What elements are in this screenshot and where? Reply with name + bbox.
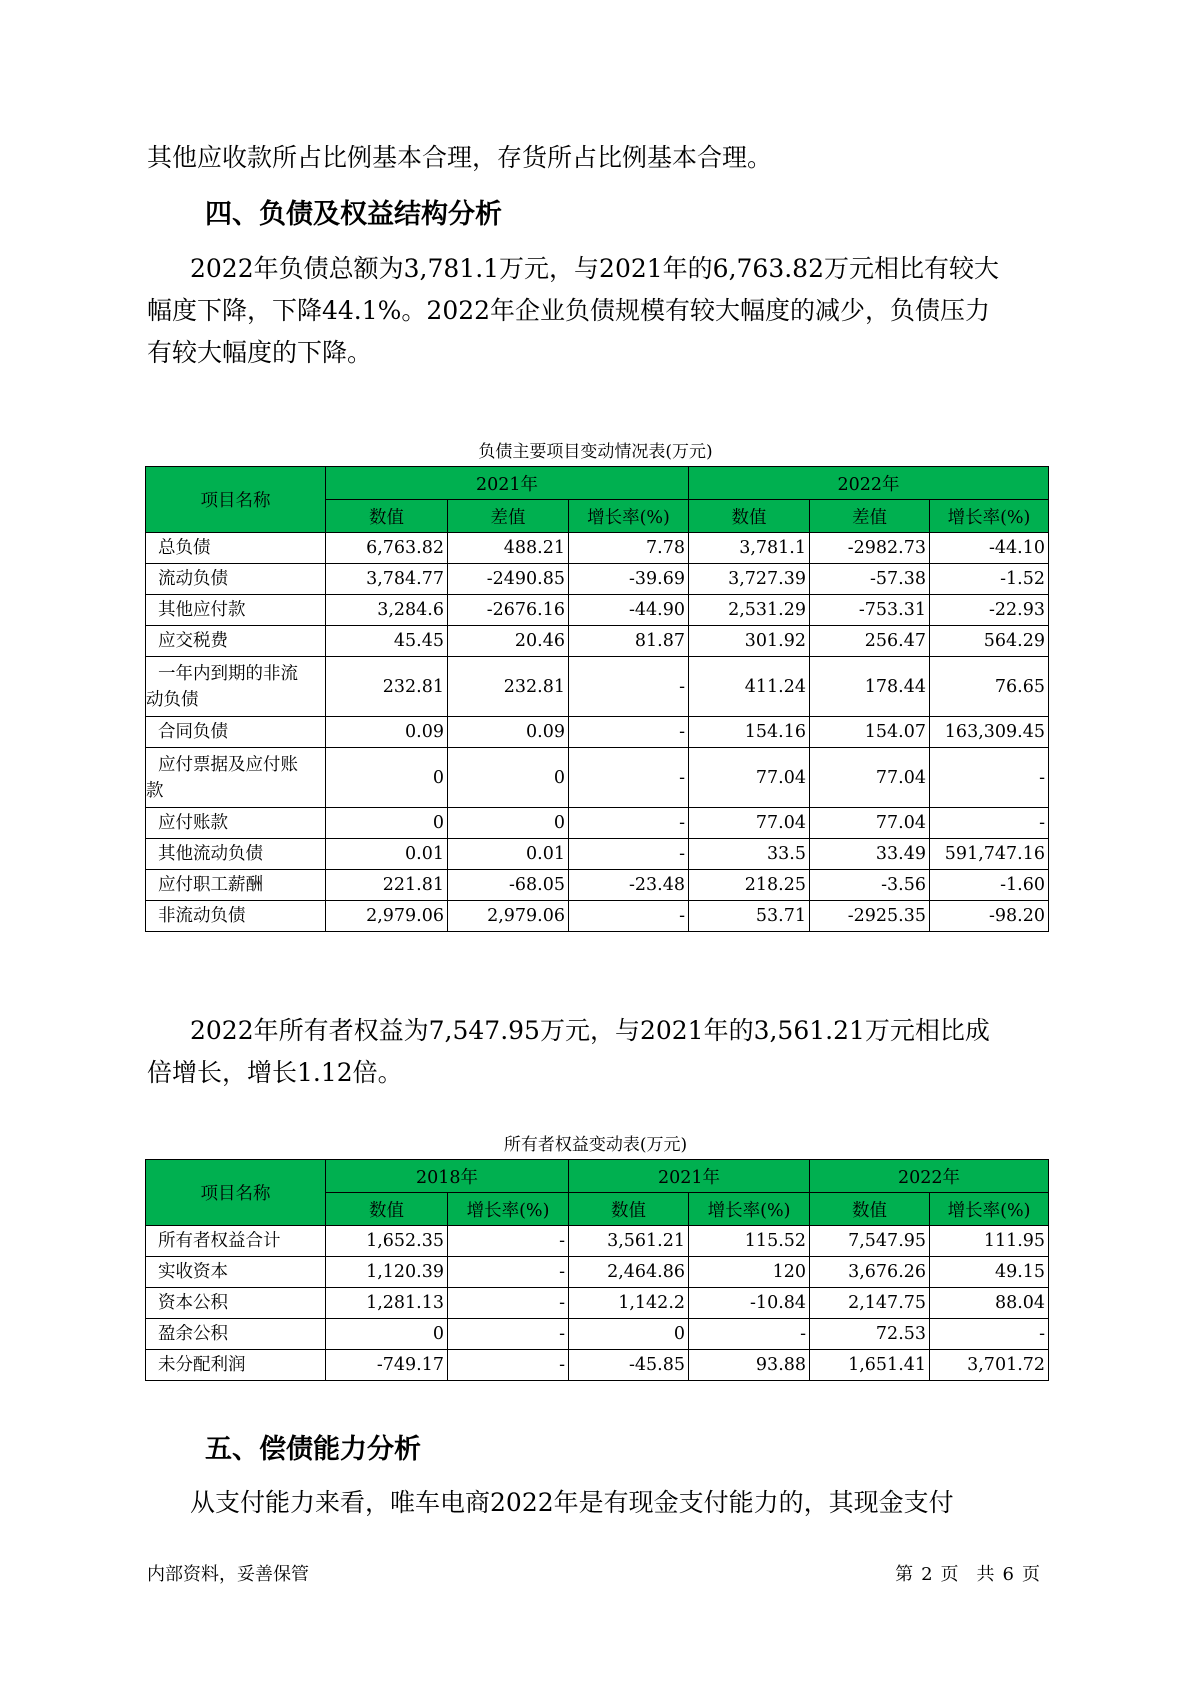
table-row: [146, 839, 1049, 870]
cell-g2: -44.10: [930, 533, 1049, 564]
row-label: 非流动负债: [146, 901, 326, 932]
cell-d2: 77.04: [810, 808, 930, 839]
col-header-year-2018: 2018年: [326, 1160, 569, 1193]
equity-line2: 倍增长，增长1.12倍。: [147, 1058, 403, 1087]
cell-v1: 0: [326, 808, 448, 839]
table-row: [146, 808, 1049, 839]
section4-line1: 2022年负债总额为3,781.1万元，与2021年的6,763.82万元相比有较大: [190, 254, 999, 283]
cell-v1: 221.81: [326, 870, 448, 901]
row-label: 实收资本: [146, 1257, 326, 1288]
subheader-diff: 差值: [810, 500, 930, 533]
cell-v2: 0: [569, 1319, 689, 1350]
cell-v2: 3,561.21: [569, 1226, 689, 1257]
subheader-value: 数值: [326, 1193, 448, 1226]
table-row: [146, 1350, 1049, 1381]
equity-table: [145, 1159, 1049, 1381]
cell-d1: 20.46: [448, 626, 569, 657]
page-suffix: 页: [1022, 1564, 1040, 1585]
cell-v1: 2,979.06: [326, 901, 448, 932]
cell-g1: -: [569, 748, 689, 808]
intro-line: 其他应收款所占比例基本合理，存货所占比例基本合理。: [147, 143, 773, 172]
subheader-growth: 增长率(%): [569, 500, 689, 533]
cell-v1: 1,281.13: [326, 1288, 448, 1319]
subheader-value: 数值: [810, 1193, 930, 1226]
cell-g2: -: [930, 748, 1049, 808]
liabilities-table: [145, 466, 1049, 932]
cell-v1: 0.01: [326, 839, 448, 870]
cell-v3: 1,651.41: [810, 1350, 930, 1381]
cell-v2: 33.5: [689, 839, 810, 870]
cell-v1: 1,652.35: [326, 1226, 448, 1257]
liab-table-caption: 负债主要项目变动情况表(万元): [478, 442, 713, 462]
cell-v2: 1,142.2: [569, 1288, 689, 1319]
cell-v2: 411.24: [689, 657, 810, 717]
cell-d2: -753.31: [810, 595, 930, 626]
cell-g1: -: [569, 901, 689, 932]
col-header-item: 项目名称: [146, 1160, 326, 1226]
row-label: 应交税费: [146, 626, 326, 657]
subheader-value: 数值: [689, 500, 810, 533]
page-mid: 页 共: [940, 1564, 995, 1585]
section5-heading: 五、偿债能力分析: [205, 1434, 421, 1465]
cell-g1: -: [569, 839, 689, 870]
col-header-year-2022: 2022年: [810, 1160, 1049, 1193]
cell-v2: 53.71: [689, 901, 810, 932]
cell-d1: 0: [448, 748, 569, 808]
row-label: 流动负债: [146, 564, 326, 595]
cell-g1: -: [569, 717, 689, 748]
row-label: 其他应付款: [146, 595, 326, 626]
cell-g2: -: [689, 1319, 810, 1350]
col-header-year-2021: 2021年: [569, 1160, 810, 1193]
row-label: 其他流动负债: [146, 839, 326, 870]
subheader-growth: 增长率(%): [448, 1193, 569, 1226]
section4-heading: 四、负债及权益结构分析: [205, 199, 502, 230]
cell-g1: -: [448, 1319, 569, 1350]
row-label-part: 应付票据及应付账: [158, 754, 298, 775]
cell-v2: 218.25: [689, 870, 810, 901]
table-row: [146, 1319, 1049, 1350]
table-row: [146, 1288, 1049, 1319]
cell-g2: -1.52: [930, 564, 1049, 595]
row-label: 所有者权益合计: [146, 1226, 326, 1257]
cell-d1: 0.09: [448, 717, 569, 748]
subheader-value: 数值: [326, 500, 448, 533]
cell-v2: 301.92: [689, 626, 810, 657]
cell-d2: -3.56: [810, 870, 930, 901]
cell-g2: -10.84: [689, 1288, 810, 1319]
cell-g1: -: [448, 1288, 569, 1319]
row-label: 未分配利润: [146, 1350, 326, 1381]
page-total: 6: [1002, 1564, 1014, 1585]
cell-d1: 488.21: [448, 533, 569, 564]
table-row: [146, 1257, 1049, 1288]
cell-g1: -: [448, 1257, 569, 1288]
cell-g2: 163,309.45: [930, 717, 1049, 748]
cell-g2: 564.29: [930, 626, 1049, 657]
cell-v1: -749.17: [326, 1350, 448, 1381]
row-label: 盈余公积: [146, 1319, 326, 1350]
cell-v1: 232.81: [326, 657, 448, 717]
footer-page-number: [891, 1560, 1044, 1586]
cell-g1: -: [569, 808, 689, 839]
cell-v2: 77.04: [689, 808, 810, 839]
row-label: 合同负债: [146, 717, 326, 748]
subheader-growth: 增长率(%): [930, 1193, 1049, 1226]
table-row: [146, 1226, 1049, 1257]
cell-v2: 77.04: [689, 748, 810, 808]
table-row: [146, 533, 1049, 564]
cell-v3: 2,147.75: [810, 1288, 930, 1319]
cell-g1: 7.78: [569, 533, 689, 564]
cell-g1: -: [448, 1226, 569, 1257]
cell-d1: 2,979.06: [448, 901, 569, 932]
cell-g3: 88.04: [930, 1288, 1049, 1319]
subheader-growth: 增长率(%): [930, 500, 1049, 533]
cell-g3: 49.15: [930, 1257, 1049, 1288]
row-label: 应付职工薪酬: [146, 870, 326, 901]
subheader-value: 数值: [569, 1193, 689, 1226]
row-label-part: 动负债: [146, 689, 199, 710]
cell-g2: 115.52: [689, 1226, 810, 1257]
cell-v1: 3,784.77: [326, 564, 448, 595]
subheader-growth: 增长率(%): [689, 1193, 810, 1226]
cell-g2: 76.65: [930, 657, 1049, 717]
cell-v1: 45.45: [326, 626, 448, 657]
table-row: [146, 564, 1049, 595]
cell-d2: 154.07: [810, 717, 930, 748]
cell-d1: -2676.16: [448, 595, 569, 626]
table-row: [146, 748, 1049, 808]
row-label: 总负债: [146, 533, 326, 564]
cell-g2: 120: [689, 1257, 810, 1288]
row-label: [146, 657, 326, 717]
cell-g3: -: [930, 1319, 1049, 1350]
page-prefix: 第: [895, 1564, 914, 1585]
cell-g3: 3,701.72: [930, 1350, 1049, 1381]
cell-v2: 2,464.86: [569, 1257, 689, 1288]
cell-d2: 178.44: [810, 657, 930, 717]
cell-d2: -2982.73: [810, 533, 930, 564]
cell-g1: -39.69: [569, 564, 689, 595]
cell-g1: -23.48: [569, 870, 689, 901]
cell-v2: 3,727.39: [689, 564, 810, 595]
table-row: [146, 870, 1049, 901]
cell-v2: 3,781.1: [689, 533, 810, 564]
cell-v1: 3,284.6: [326, 595, 448, 626]
cell-v3: 72.53: [810, 1319, 930, 1350]
table-row: [146, 626, 1049, 657]
cell-d1: 232.81: [448, 657, 569, 717]
cell-g2: 93.88: [689, 1350, 810, 1381]
cell-v2: 154.16: [689, 717, 810, 748]
cell-d2: -57.38: [810, 564, 930, 595]
row-label: [146, 748, 326, 808]
table-row: [146, 657, 1049, 717]
subheader-diff: 差值: [448, 500, 569, 533]
cell-g2: -1.60: [930, 870, 1049, 901]
cell-g2: -22.93: [930, 595, 1049, 626]
cell-d1: -2490.85: [448, 564, 569, 595]
row-label: 资本公积: [146, 1288, 326, 1319]
section4-line3: 有较大幅度的下降。: [147, 338, 373, 367]
cell-d2: -2925.35: [810, 901, 930, 932]
cell-v1: 6,763.82: [326, 533, 448, 564]
cell-g2: 591,747.16: [930, 839, 1049, 870]
page-current: 2: [921, 1564, 933, 1585]
cell-g3: 111.95: [930, 1226, 1049, 1257]
table-row: [146, 717, 1049, 748]
cell-v1: 0: [326, 1319, 448, 1350]
cell-g1: -44.90: [569, 595, 689, 626]
row-label: 应付账款: [146, 808, 326, 839]
cell-v1: 1,120.39: [326, 1257, 448, 1288]
table-row: [146, 595, 1049, 626]
cell-v1: 0: [326, 748, 448, 808]
cell-g1: 81.87: [569, 626, 689, 657]
cell-d2: 33.49: [810, 839, 930, 870]
cell-v2: -45.85: [569, 1350, 689, 1381]
col-header-item: 项目名称: [146, 467, 326, 533]
equity-line1: 2022年所有者权益为7,547.95万元，与2021年的3,561.21万元相比成: [190, 1016, 990, 1045]
cell-g2: -98.20: [930, 901, 1049, 932]
cell-v1: 0.09: [326, 717, 448, 748]
cell-d1: -68.05: [448, 870, 569, 901]
cell-g1: -: [569, 657, 689, 717]
cell-g2: -: [930, 808, 1049, 839]
cell-d1: 0.01: [448, 839, 569, 870]
footer-confidential: 内部资料，妥善保管: [147, 1564, 309, 1585]
cell-d2: 256.47: [810, 626, 930, 657]
cell-d2: 77.04: [810, 748, 930, 808]
col-header-year-2021: 2021年: [326, 467, 689, 500]
col-header-year-2022: 2022年: [689, 467, 1049, 500]
table-row: [146, 901, 1049, 932]
cell-d1: 0: [448, 808, 569, 839]
row-label-part: 一年内到期的非流: [158, 663, 298, 684]
cell-v3: 3,676.26: [810, 1257, 930, 1288]
cell-v3: 7,547.95: [810, 1226, 930, 1257]
equity-table-caption: 所有者权益变动表(万元): [503, 1135, 688, 1155]
cell-g1: -: [448, 1350, 569, 1381]
row-label-part: 款: [146, 780, 164, 801]
cell-v2: 2,531.29: [689, 595, 810, 626]
section4-line2: 幅度下降，下降44.1%。2022年企业负债规模有较大幅度的减少，负债压力: [147, 296, 991, 325]
section5-line1: 从支付能力来看，唯车电商2022年是有现金支付能力的，其现金支付: [190, 1488, 954, 1517]
